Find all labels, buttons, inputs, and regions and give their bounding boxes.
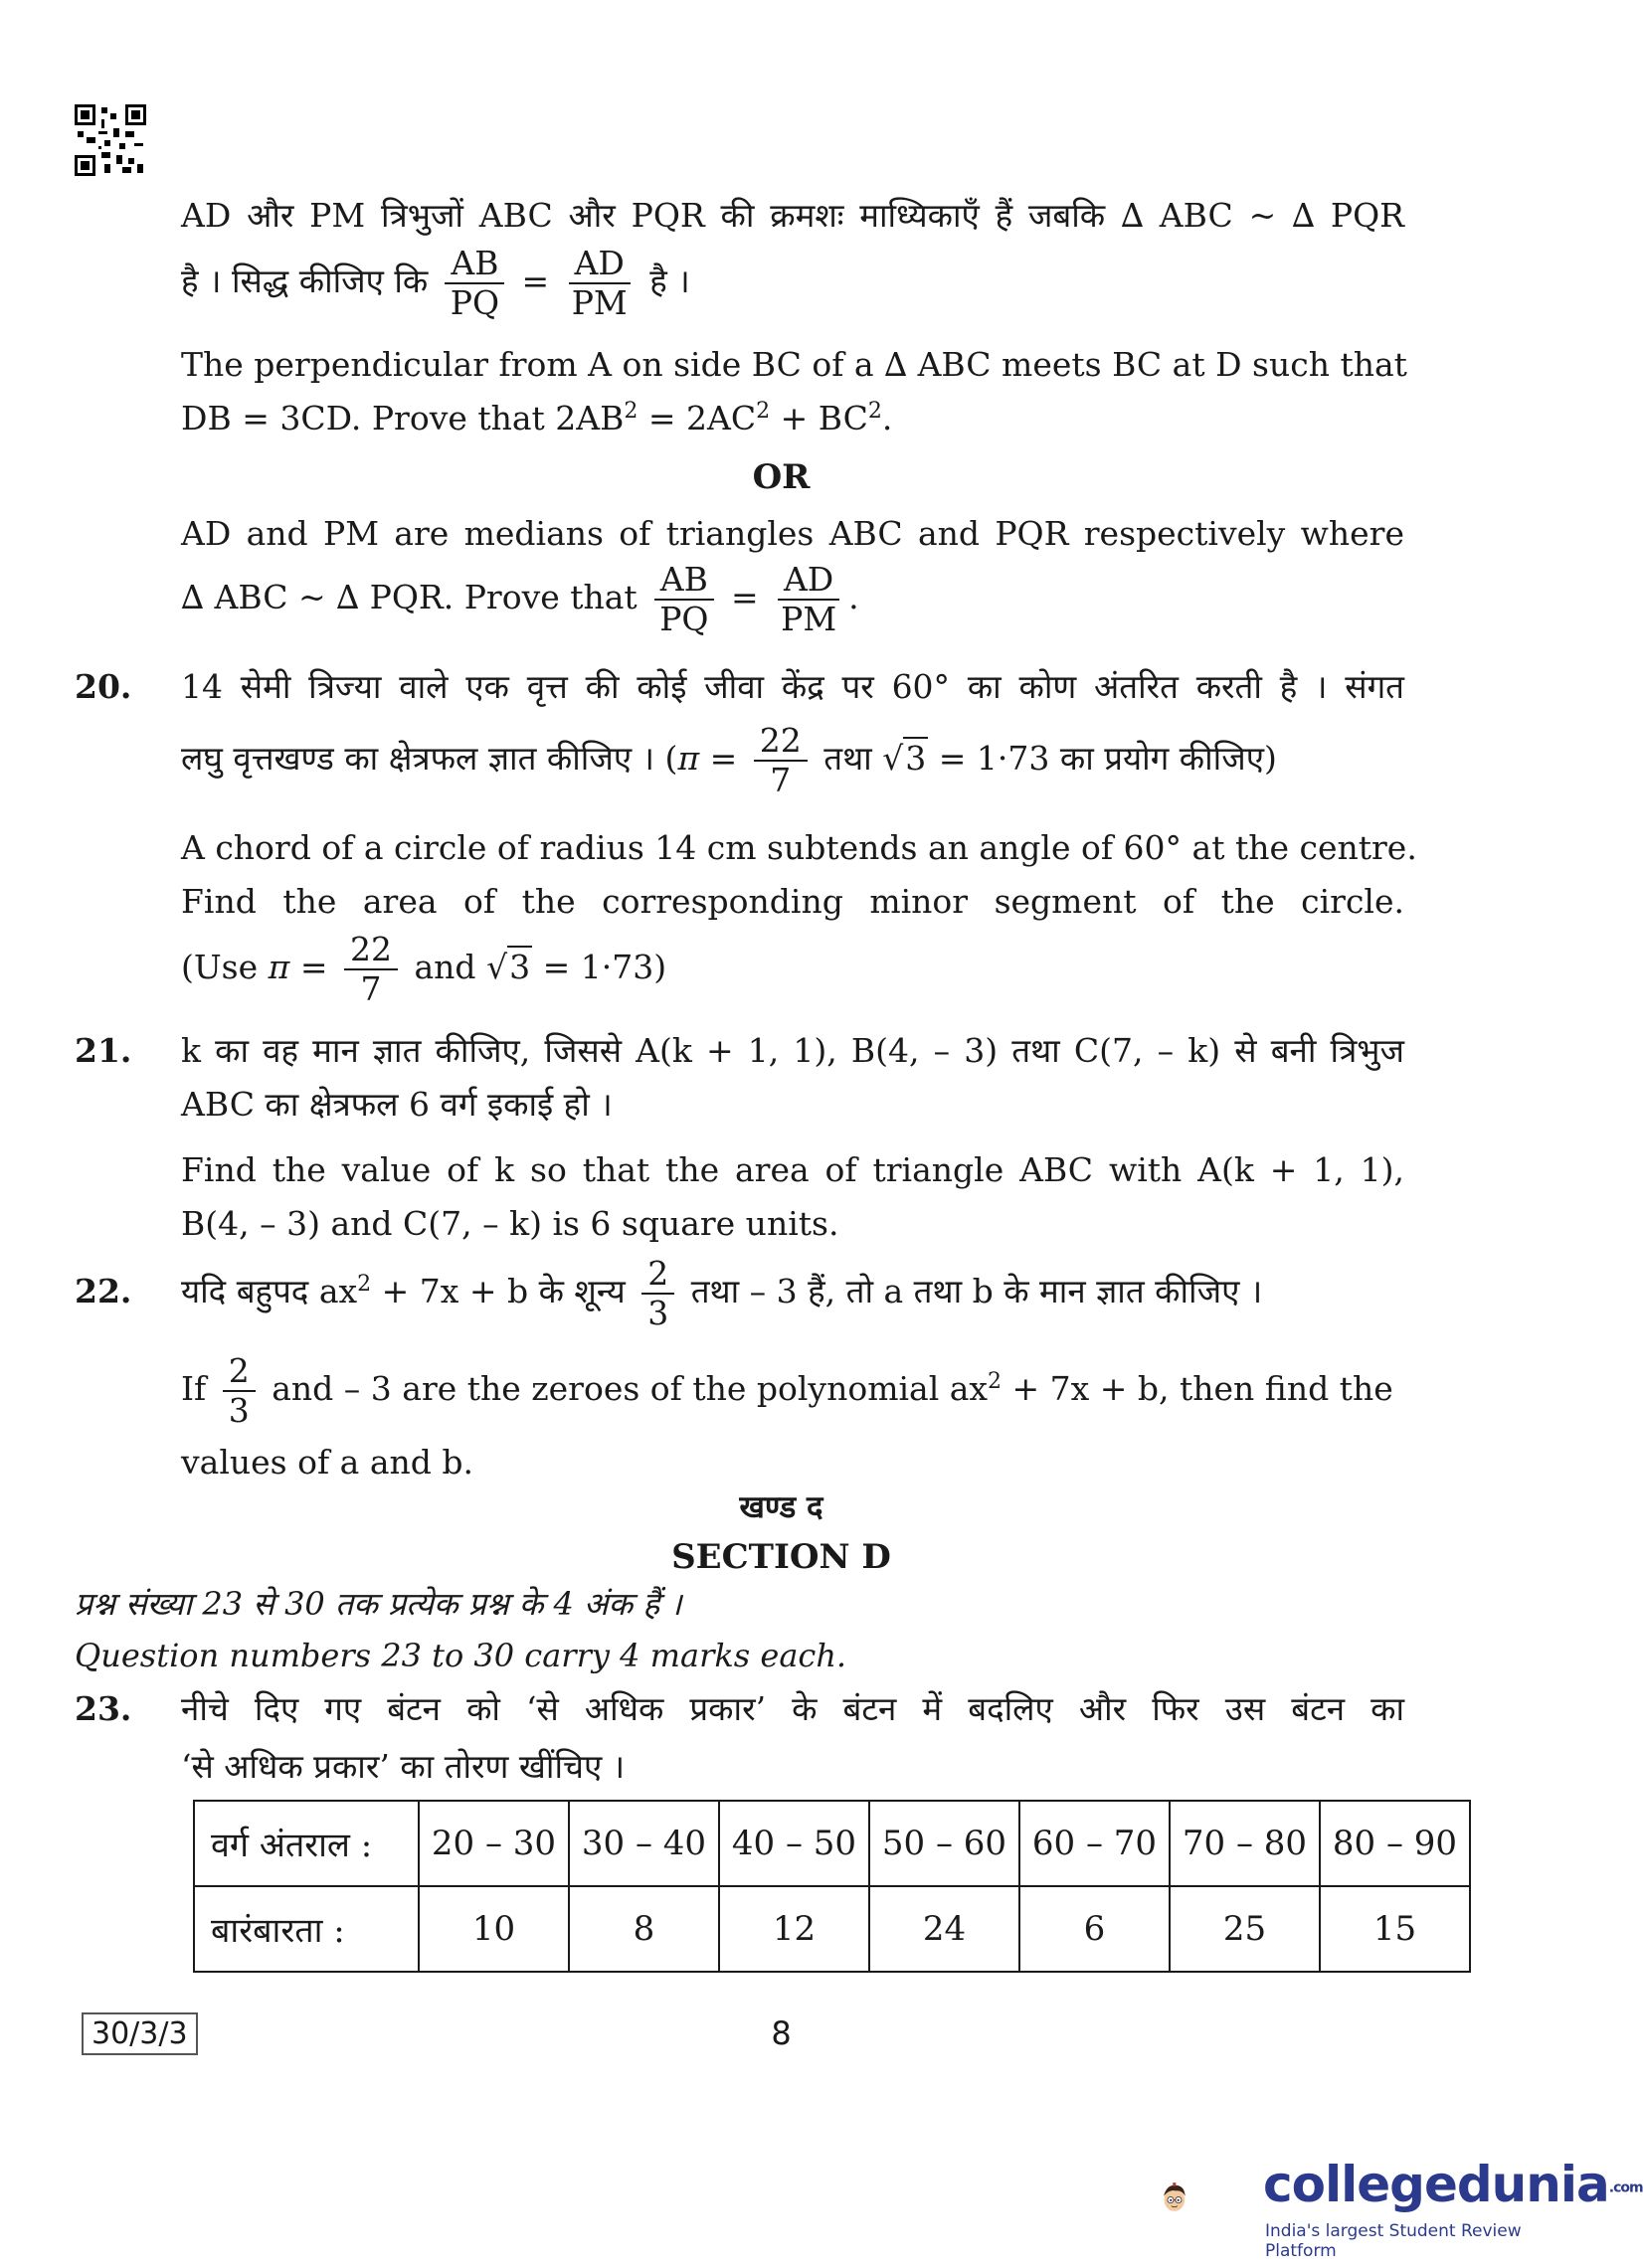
sqrt-value: 3 xyxy=(509,947,531,986)
fraction-22-7 xyxy=(344,931,398,1008)
equals-sign: = xyxy=(521,261,550,300)
section-title-hindi: खण्ड द xyxy=(739,1489,823,1525)
fraction-ad-pm xyxy=(566,245,634,322)
q19-hindi-prove-text: है । सिद्ध कीजिए कि xyxy=(181,261,429,300)
table-header-class-interval: वर्ग अंतराल : xyxy=(194,1801,419,1886)
table-cell: 10 xyxy=(419,1886,569,1972)
frac-den: 7 xyxy=(770,760,792,799)
frac-den: PM xyxy=(571,282,628,322)
frequency-table xyxy=(193,1800,1471,1973)
brand-tagline: India's largest Student Review Platform xyxy=(1265,2221,1522,2261)
frac-num: 22 xyxy=(344,931,398,970)
superscript: 2 xyxy=(357,1271,372,1297)
table-header-frequency: बारंबारता : xyxy=(194,1886,419,1972)
frac-num: AB xyxy=(445,245,504,284)
sqrt-result: = 1·73 xyxy=(928,738,1050,778)
table-cell: 25 xyxy=(1170,1886,1320,1972)
or-label: OR xyxy=(752,457,811,497)
page-number: 8 xyxy=(771,2014,792,2052)
fraction-ab-pq xyxy=(445,245,505,322)
q23-hindi-line1: नीचे दिए गए बंटन को ‘से अधिक प्रकार’ के बंटन में बदलिए और फिर उस बंटन का xyxy=(181,1689,1404,1728)
q19-en-line1: The perpendicular from A on side BC of a ∆ ABC meets BC at D such that xyxy=(181,345,1407,384)
sqrt-sign: √ xyxy=(882,738,904,778)
brand-name: collegedunia xyxy=(1263,2156,1609,2213)
q20-hindi-end: का प्रयोग कीजिए) xyxy=(1059,738,1277,778)
q20-en-use: (Use xyxy=(181,947,259,986)
q22-hindi-text-a: यदि बहुपद ax xyxy=(181,1271,358,1310)
fraction-2-3 xyxy=(641,1255,674,1332)
table-row xyxy=(194,1801,1470,1886)
table-cell: 70 – 80 xyxy=(1170,1801,1320,1886)
q23-hindi-line2: ‘से अधिक प्रकार’ का तोरण खींचिए । xyxy=(181,1747,626,1786)
q22-hindi-line xyxy=(181,1255,1404,1332)
frac-den: PQ xyxy=(450,282,500,322)
q21-hindi-line1: k का वह मान ज्ञात कीजिए, जिससे A(k + 1, 1), B(4, – 3) तथा C(7, – k) से बनी त्रिभुज xyxy=(181,1031,1404,1070)
question-number: 21. xyxy=(75,1031,132,1070)
q21-hindi-line2: ABC का क्षेत्रफल 6 वर्ग इकाई हो । xyxy=(181,1085,613,1124)
frac-num: AD xyxy=(569,245,631,284)
fraction-ad-pm xyxy=(775,561,842,638)
collegedunia-mascot-icon xyxy=(1162,2138,1261,2257)
paper-code: 30/3/3 xyxy=(82,2012,198,2055)
brand-tld: .com xyxy=(1608,2180,1643,2196)
frac-num: 22 xyxy=(754,722,808,762)
q19-en-text-a: DB = 3CD. Prove that 2AB xyxy=(181,399,625,437)
pi-symbol: π = xyxy=(268,947,328,986)
frac-den: 3 xyxy=(228,1390,250,1430)
q19-en-text-d: . xyxy=(881,399,893,437)
q19-or-text: ∆ ABC ~ ∆ PQR. Prove that xyxy=(181,577,638,616)
sqrt-sign: √ xyxy=(486,947,508,986)
q22-en-if: If xyxy=(181,1368,207,1408)
frac-den: 3 xyxy=(647,1293,669,1332)
table-cell: 12 xyxy=(719,1886,869,1972)
q22-en-text-a: and – 3 are the zeroes of the polynomial ax xyxy=(272,1368,989,1408)
table-row xyxy=(194,1886,1470,1972)
q19-or-line2 xyxy=(181,561,1404,638)
sqrt-result: = 1·73) xyxy=(532,947,667,986)
qr-code-icon xyxy=(75,104,146,176)
pi-symbol: π = xyxy=(677,738,738,778)
section-note-hindi: प्रश्न संख्या 23 से 30 तक प्रत्येक प्रश्न के 4 अंक हैं । xyxy=(75,1585,682,1623)
table-cell: 24 xyxy=(869,1886,1019,1972)
q20-hindi-text: लघु वृत्तखण्ड का क्षेत्रफल ज्ञात कीजिए । ( xyxy=(181,738,678,778)
q21-en-line1: Find the value of k so that the area of triangle ABC with A(k + 1, 1), xyxy=(181,1150,1404,1189)
brand-logo xyxy=(1263,2156,1643,2213)
q19-en-line2 xyxy=(181,392,1404,445)
q19-en-text-c: + BC xyxy=(770,399,868,437)
q20-hindi-line2 xyxy=(181,722,1404,799)
table-cell: 15 xyxy=(1320,1886,1470,1972)
q20-hindi-and: तथा xyxy=(823,738,872,778)
fraction-ab-pq xyxy=(653,561,714,638)
fraction-22-7 xyxy=(754,722,808,799)
q22-en-text-b: + 7x + b, then find the xyxy=(1002,1368,1393,1408)
fraction-2-3 xyxy=(223,1352,256,1430)
table-cell: 8 xyxy=(569,1886,719,1972)
frac-num: AB xyxy=(654,561,714,601)
question-number: 22. xyxy=(75,1272,132,1310)
q20-en-line2: Find the area of the corresponding minor segment of the circle. xyxy=(181,882,1404,921)
frac-den: PM xyxy=(781,599,837,638)
section-note: Question numbers 23 to 30 carry 4 marks each. xyxy=(75,1637,847,1674)
frac-num: AD xyxy=(778,561,839,601)
equals-sign: = xyxy=(730,577,759,616)
q22-en-line2: values of a and b. xyxy=(181,1443,473,1482)
q21-en-line2: B(4, – 3) and C(7, – k) is 6 square units. xyxy=(181,1204,839,1243)
frac-num: 2 xyxy=(641,1255,674,1295)
sqrt-value: 3 xyxy=(905,738,927,778)
table-cell: 80 – 90 xyxy=(1320,1801,1470,1886)
superscript: 2 xyxy=(867,399,882,424)
q20-en-and: and xyxy=(414,947,476,986)
table-cell: 30 – 40 xyxy=(569,1801,719,1886)
frac-den: PQ xyxy=(659,599,709,638)
superscript: 2 xyxy=(988,1368,1003,1394)
section-title: SECTION D xyxy=(671,1537,891,1577)
q22-hindi-text-b: + 7x + b के शून्य xyxy=(371,1271,626,1310)
question-number: 23. xyxy=(75,1689,132,1728)
frac-num: 2 xyxy=(223,1352,256,1392)
frac-den: 7 xyxy=(360,968,382,1008)
q19-or-line1: AD and PM are medians of triangles ABC and PQR respectively where xyxy=(181,514,1404,553)
q22-hindi-text-c: तथा – 3 हैं, तो a तथा b के मान ज्ञात कीजिए । xyxy=(690,1271,1263,1310)
q20-hindi-line1: 14 सेमी त्रिज्या वाले एक वृत्त की कोई जीवा केंद्र पर 60° का कोण अंतरित करती है । संगत xyxy=(181,667,1404,706)
question-number: 20. xyxy=(75,667,132,706)
table-cell: 60 – 70 xyxy=(1019,1801,1170,1886)
q19-hindi-line1: AD और PM त्रिभुजों ABC और PQR की क्रमशः माध्यिकाएँ हैं जबकि ∆ ABC ~ ∆ PQR xyxy=(181,196,1404,235)
table-cell: 50 – 60 xyxy=(869,1801,1019,1886)
table-cell: 20 – 30 xyxy=(419,1801,569,1886)
period: . xyxy=(848,577,859,616)
superscript: 2 xyxy=(756,399,771,424)
table-cell: 6 xyxy=(1019,1886,1170,1972)
table-cell: 40 – 50 xyxy=(719,1801,869,1886)
q19-en-text-b: = 2AC xyxy=(638,399,757,437)
q20-en-line3 xyxy=(181,931,1404,1008)
superscript: 2 xyxy=(624,399,639,424)
q22-en-line1 xyxy=(181,1352,1404,1430)
q19-hindi-line2 xyxy=(181,245,1404,322)
q19-hindi-end: है । xyxy=(649,261,690,300)
q20-en-line1: A chord of a circle of radius 14 cm subtends an angle of 60° at the centre. xyxy=(181,828,1417,867)
